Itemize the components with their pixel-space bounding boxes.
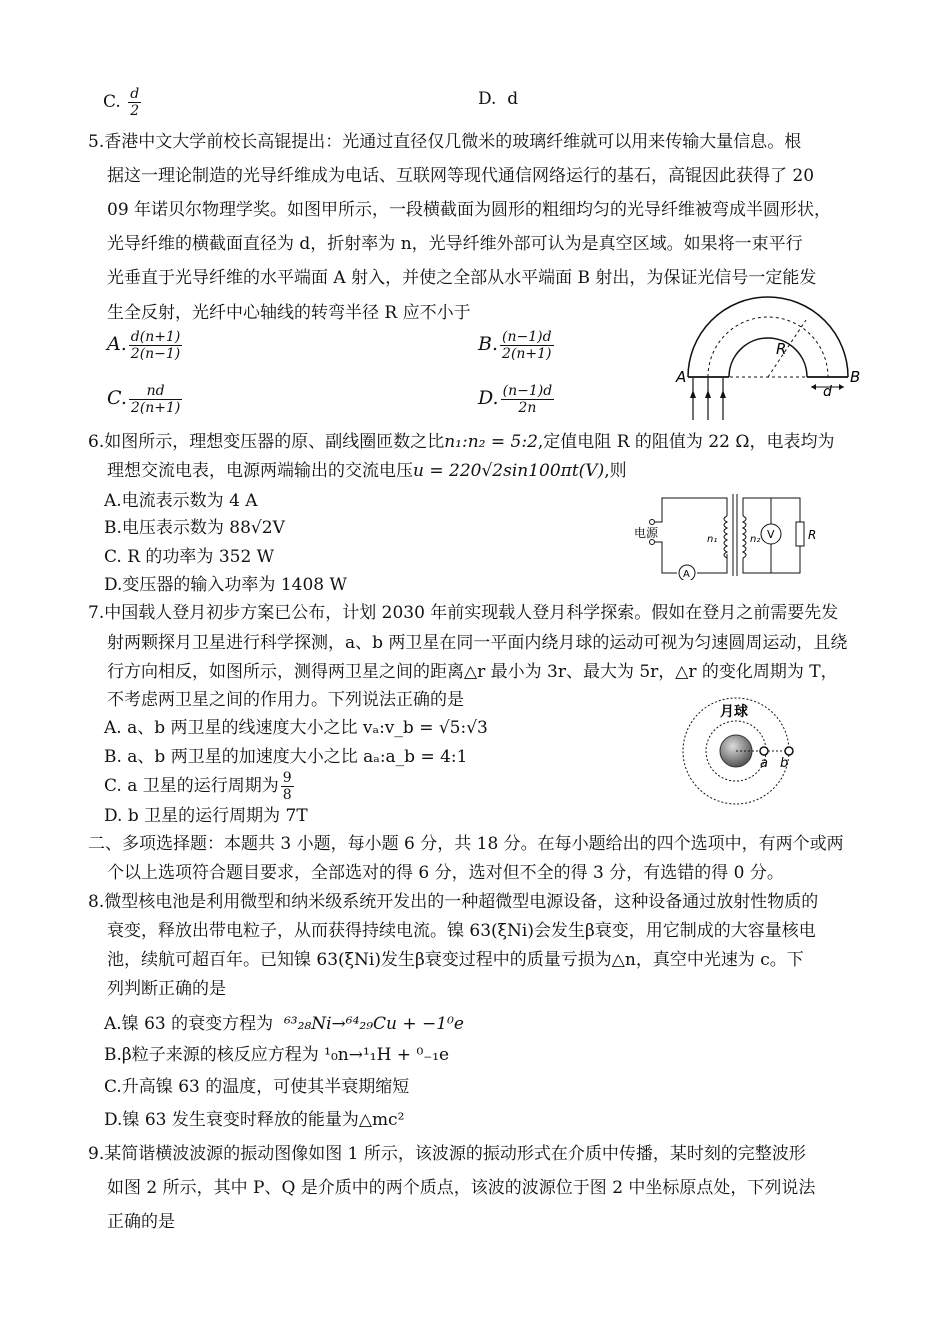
source-label: 电源 — [634, 526, 659, 540]
resistor-label: R — [808, 528, 817, 542]
q5-option-c — [107, 383, 184, 416]
q8-option-b: B.β粒子来源的核反应方程为 ¹₀n→¹₁H + ⁰₋₁e — [104, 1045, 450, 1065]
frac-den: 2 — [130, 103, 140, 119]
q5-option-b-fraction — [500, 329, 554, 362]
q7-option-d: D. b 卫星的运行周期为 7T — [104, 806, 308, 826]
q8-option-a — [104, 1012, 464, 1036]
frac-den: 2n — [518, 400, 537, 416]
frac-num: nd — [129, 383, 183, 400]
incident-light-rays — [693, 378, 723, 420]
ray-arrowheads — [690, 390, 726, 398]
satellite-a-label: a — [760, 756, 768, 771]
label-r: R — [776, 340, 787, 358]
q5-option-a-fraction — [129, 329, 183, 362]
q5-line-6: 生全反射，光纤中心轴线的转弯半径 R 应不小于 — [107, 303, 471, 323]
q6-line-1-text: 6.如图所示，理想变压器的原、副线圈匝数之比 — [88, 432, 445, 452]
frac-den: 2(n−1) — [130, 346, 181, 362]
q5-option-a — [107, 329, 184, 362]
frac-num: 9 — [282, 770, 292, 786]
q5-option-d — [478, 383, 556, 416]
q7-line-3: 行方向相反，如图所示，测得两卫星之间的距离△r 最小为 3r、最大为 5r，△r 的变化周期为 T， — [107, 662, 838, 682]
satellite-a — [760, 747, 768, 755]
satellite-b-label: b — [780, 756, 789, 771]
q6-line-2-text: 理想交流电表，电源两端输出的交流电压 — [107, 461, 413, 481]
n1-label: n₁ — [707, 534, 718, 545]
q4-option-d-label: D. — [478, 89, 497, 109]
frac-den: 8 — [282, 787, 292, 803]
q5-line-1: 5.香港中文大学前校长高锟提出：光通过直径仅几微米的玻璃纤维就可以用来传输大量信息。根 — [88, 132, 802, 152]
label-d: d — [823, 384, 832, 400]
q6-line-1 — [88, 430, 834, 454]
q8-option-a-text: A.镍 63 的衰变方程为 — [104, 1014, 274, 1034]
q6-option-a: A.电流表示数为 4 A — [104, 491, 258, 511]
q8-option-a-equation: ⁶³₂₈Ni→⁶⁴₂₉Cu + −1⁰e — [283, 1014, 464, 1034]
q8-line-3: 池，续航可超百年。已知镍 63(ξNi)发生β衰变过程中的质量亏损为△n，真空中光速为 c。下 — [107, 950, 804, 970]
q7-line-4: 不考虑两卫星之间的作用力。下列说法正确的是 — [107, 690, 464, 710]
source-terminal-2 — [650, 540, 655, 545]
n2-label: n₂ — [750, 534, 761, 545]
q7-option-c-text: C. a 卫星的运行周期为 — [104, 776, 279, 796]
q8-option-d: D.镍 63 发生衰变时释放的能量为△mc² — [104, 1110, 405, 1130]
q5-line-3: 09 年诺贝尔物理学奖。如图甲所示，一段横截面为圆形的粗细均匀的光导纤维被弯成半圆形状， — [107, 200, 832, 220]
q5-line-4: 光导纤维的横截面直径为 d，折射率为 n，光导纤维外部可认为是真空区域。如果将一束平行 — [107, 234, 803, 254]
q5-fiber-figure — [670, 290, 870, 425]
q4-option-d-value: d — [507, 89, 519, 109]
primary-coil — [724, 516, 727, 558]
source-terminal-1 — [650, 520, 655, 525]
q5-line-2: 据这一理论制造的光导纤维成为电话、互联网等现代通信网络运行的基石，高锟因此获得了 20 — [107, 166, 815, 186]
q5-option-d-fraction — [501, 383, 555, 416]
q5-option-c-fraction — [129, 383, 183, 416]
frac-num: (n−1)d — [502, 383, 553, 399]
q8-option-c: C.升高镍 63 的温度，可使其半衰期缩短 — [104, 1077, 410, 1097]
ammeter-label: A — [683, 569, 690, 580]
frac-num: d — [130, 86, 140, 102]
q6-line-2 — [107, 459, 627, 483]
frac-den: 2(n+1) — [130, 400, 181, 416]
q7-option-b: B. a、b 两卫星的加速度大小之比 aₐ:a_b = 4:1 — [104, 747, 468, 767]
q6-option-d: D.变压器的输入功率为 1408 W — [104, 575, 347, 595]
q5-line-5: 光垂直于光导纤维的水平端面 A 射入，并使之全部从水平端面 B 射出，为保证光信号一定能发 — [107, 268, 817, 288]
resistor — [796, 522, 804, 546]
fiber-outer-arc — [688, 297, 848, 377]
satellite-b — [785, 747, 793, 755]
q4-option-c-label: C. — [103, 92, 121, 112]
q5-option-b-label: B. — [478, 333, 499, 355]
q9-line-2: 如图 2 所示，其中 P、Q 是介质中的两个质点，该波的波源位于图 2 中坐标原点处，下列说法 — [107, 1178, 816, 1198]
q6-option-b: B.电压表示数为 88√2V — [104, 518, 285, 538]
voltmeter-label: V — [767, 528, 775, 541]
q7-line-1: 7.中国载人登月初步方案已公布，计划 2030 年前实现载人登月科学探索。假如在登月之前需要先发 — [88, 603, 839, 623]
q6-line-1-tail: ,定值电阻 R 的阻值为 22 Ω，电表均为 — [537, 432, 835, 452]
q5-option-b — [478, 329, 556, 362]
q5-option-c-label: C. — [107, 387, 127, 409]
q8-line-4: 列判断正确的是 — [107, 979, 226, 999]
secondary-coil — [743, 516, 746, 558]
fiber-center-axis — [708, 317, 828, 377]
q9-line-3: 正确的是 — [107, 1212, 175, 1232]
q7-option-c-fraction — [281, 770, 294, 803]
label-a: A — [676, 368, 687, 386]
q8-line-1: 8.微型核电池是利用微型和纳米级系统开发出的一种超微型电源设备，这种设备通过放射性物质的 — [88, 892, 819, 912]
q5-option-d-label: D. — [478, 387, 499, 409]
q5-option-a-label: A. — [107, 333, 127, 355]
fiber-inner-arc — [729, 338, 807, 377]
frac-num: d(n+1) — [130, 329, 181, 345]
q6-option-c: C. R 的功率为 352 W — [104, 547, 275, 567]
section2-line-2: 个以上选项符合题目要求，全部选对的得 6 分，选对但不全的得 3 分，有选错的得 0 分。 — [107, 863, 784, 883]
q6-voltage-expression: u = 220√2sin100πt(V) — [413, 461, 605, 481]
q7-option-c — [104, 770, 296, 803]
section2-line-1: 二、多项选择题：本题共 3 小题，每小题 6 分，共 18 分。在每小题给出的四个选项中，有两个或两 — [88, 834, 844, 854]
q4-option-c-fraction — [128, 86, 141, 119]
q7-option-a: A. a、b 两卫星的线速度大小之比 vₐ:v_b = √5:√3 — [104, 718, 488, 738]
frac-den: 2(n+1) — [502, 346, 552, 362]
q4-option-d — [478, 87, 518, 111]
q7-line-2: 射两颗探月卫星进行科学探测，a、b 两卫星在同一平面内绕月球的运动可视为匀速圆周运动，且绕 — [107, 633, 848, 653]
q6-turns-ratio: n₁:n₂ = 5:2 — [444, 432, 538, 452]
q7-orbit-figure — [676, 694, 802, 812]
q8-line-2: 衰变，释放出带电粒子，从而获得持续电流。镍 63(ξNi)会发生β衰变，用它制成的大容量核电 — [107, 921, 816, 941]
radius-line — [768, 320, 806, 377]
frac-num: (n−1)d — [502, 329, 552, 345]
q4-option-c — [103, 86, 143, 119]
moon-label: 月球 — [720, 704, 748, 720]
label-b: B — [850, 368, 861, 386]
q9-line-1: 9.某简谐横波波源的振动图像如图 1 所示，该波源的振动形式在介质中传播，某时刻的完整波形 — [88, 1144, 806, 1164]
q6-circuit-figure — [632, 490, 822, 580]
q6-line-2-tail: ,则 — [604, 461, 627, 481]
